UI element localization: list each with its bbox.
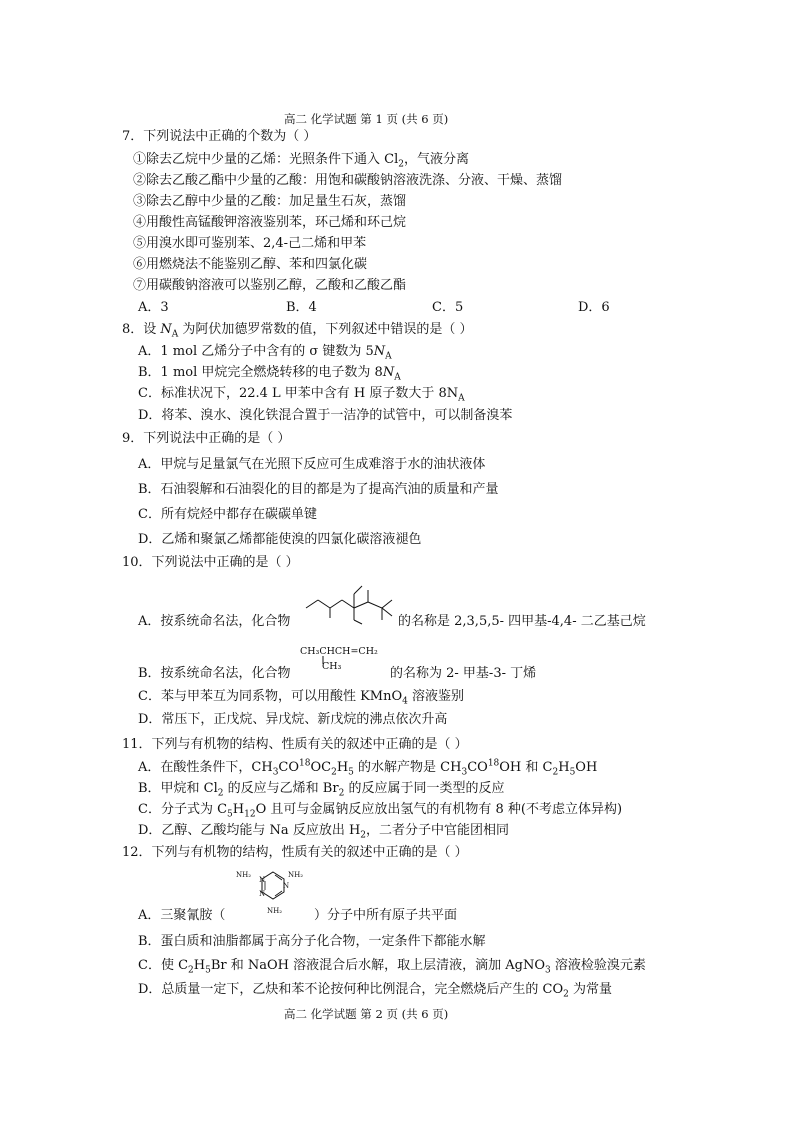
q12-option-a-prefix: A．三聚氰胺（ xyxy=(138,908,226,923)
q7-item-2: ②除去乙酸乙酯中少量的乙酸：用饱和碳酸钠溶液洗涤、分液、干燥、蒸馏 xyxy=(133,173,563,188)
q8-option-b: B．1 mol 甲烷完全燃烧转移的电子数为 $8N_A$ xyxy=(138,365,401,383)
q12-melamine-ring-n-3: N xyxy=(259,890,266,898)
q7-option-c: C．5 xyxy=(432,300,464,315)
q11-option-b: B．甲烷和 $Cl_2$ 的反应与乙烯和 $Br_2$ 的反应属于同一类型的反应 xyxy=(138,781,505,799)
q12-melamine-ring-n-1: N xyxy=(259,876,266,884)
q7-option-b: B．4 xyxy=(286,300,317,315)
q12-melamine-nh2-left: NH₂ xyxy=(236,871,252,879)
q11-option-a: A．在酸性条件下，$CH_3CO^{18}OC_2H_5$ 的水解产物是 $CH_3CO^{18}OH$ 和 $C_2H_5OH$ xyxy=(138,758,598,778)
q8-stem: 8．设 $N_A$ 为阿伏加德罗常数的值，下列叙述中错误的是（ ） xyxy=(122,322,473,340)
q7-item-1: ①除去乙烷中少量的乙烯：光照条件下通入 $Cl_2$，气液分离 xyxy=(133,152,469,170)
page-header-top: 高二 化学试题 第 1 页 (共 6 页) xyxy=(284,112,449,126)
q12-stem: 12．下列与有机物的结构，性质有关的叙述中正确的是（ ） xyxy=(122,845,468,860)
q12-melamine-nh2-right: NH₂ xyxy=(288,871,304,879)
q10-option-a-prefix: A．按系统命名法，化合物 xyxy=(138,614,291,629)
q9-stem: 9．下列说法中正确的是（ ） xyxy=(122,431,291,446)
q9-option-b: B．石油裂解和石油裂化的目的都是为了提高汽油的质量和产量 xyxy=(138,482,499,497)
q10-option-b-prefix: B．按系统命名法，化合物 xyxy=(138,666,291,681)
q12-melamine-nh2-bottom: NH₂ xyxy=(267,907,283,915)
q7-stem: 7．下列说法中正确的个数为（ ） xyxy=(122,129,317,144)
q10-option-c: C．苯与甲苯互为同系物，可以用酸性 KMnO$_4$ 溶液鉴别 xyxy=(138,689,465,707)
q7-item-4: ④用酸性高锰酸钾溶液鉴别苯，环己烯和环己烷 xyxy=(133,215,407,230)
q10-a-skeletal-structure xyxy=(300,578,400,626)
page-header-bottom: 高二 化学试题 第 2 页 (共 6 页) xyxy=(284,1007,449,1021)
q7-option-a: A．3 xyxy=(138,300,169,315)
q11-stem: 11．下列与有机物的结构、性质有关的叙述中正确的是（ ） xyxy=(122,737,468,752)
q11-option-d: D．乙醇、乙酸均能与 Na 反应放出 $H_2$，二者分子中官能团相同 xyxy=(138,823,510,841)
q8-option-a: A．1 mol 乙烯分子中含有的 σ 键数为 $5N_A$ xyxy=(138,344,392,362)
q7-option-d: D．6 xyxy=(578,300,610,315)
q12-option-c: C．使 $C_2H_5Br$ 和 NaOH 溶液混合后水解，取上层清液，滴加 AgNO$_3$ 溶液检验溴元素 xyxy=(138,958,646,976)
q8-option-c: C．标准状况下，22.4 L 甲苯中含有 H 原子数大于 $8N_A$ xyxy=(138,386,465,404)
q12-melamine-ring-n-2: N xyxy=(283,882,290,890)
q9-option-d: D．乙烯和聚氯乙烯都能使溴的四氯化碳溶液褪色 xyxy=(138,532,422,547)
q12-option-a-suffix: ）分子中所有原子共平面 xyxy=(314,908,458,923)
q10-b-structure-main: CH₃CHCH=CH₂ xyxy=(300,646,378,657)
q9-option-a: A．甲烷与足量氯气在光照下反应可生成难溶于水的油状液体 xyxy=(138,457,486,472)
q8-option-d: D．将苯、溴水、溴化铁混合置于一洁净的试管中，可以制备溴苯 xyxy=(138,408,513,423)
q11-option-c: C．分子式为 $C_5H_{12}O$ 且可与金属钠反应放出氢气的有机物有 8 种(不考虑立体异构) xyxy=(138,802,623,820)
q7-item-3: ③除去乙醇中少量的乙酸：加足量生石灰，蒸馏 xyxy=(133,194,407,209)
q7-item-6: ⑥用燃烧法不能鉴别乙醇、苯和四氯化碳 xyxy=(133,257,368,272)
q7-item-5: ⑤用溴水即可鉴别苯、2,4-己二烯和甲苯 xyxy=(133,236,367,251)
q10-option-b-suffix: 的名称为 2- 甲基-3- 丁烯 xyxy=(390,666,537,681)
q9-option-c: C．所有烷烃中都存在碳碳单键 xyxy=(138,507,317,522)
q10-stem: 10．下列说法中正确的是（ ） xyxy=(122,555,299,570)
q10-b-structure-branch: CH₃ xyxy=(322,661,342,672)
q12-option-b: B．蛋白质和油脂都属于高分子化合物，一定条件下都能水解 xyxy=(138,934,486,949)
q12-option-d: D．总质量一定下，乙炔和苯不论按何种比例混合，完全燃烧后产生的 $CO_2$ 为常量 xyxy=(138,982,613,1000)
q10-option-a-suffix: 的名称是 2,3,5,5- 四甲基-4,4- 二乙基己烷 xyxy=(398,614,646,629)
q10-option-d: D．常压下，正戊烷、异戊烷、新戊烷的沸点依次升高 xyxy=(138,712,448,727)
q7-item-7: ⑦用碳酸钠溶液可以鉴别乙醇，乙酸和乙酸乙酯 xyxy=(133,278,407,293)
